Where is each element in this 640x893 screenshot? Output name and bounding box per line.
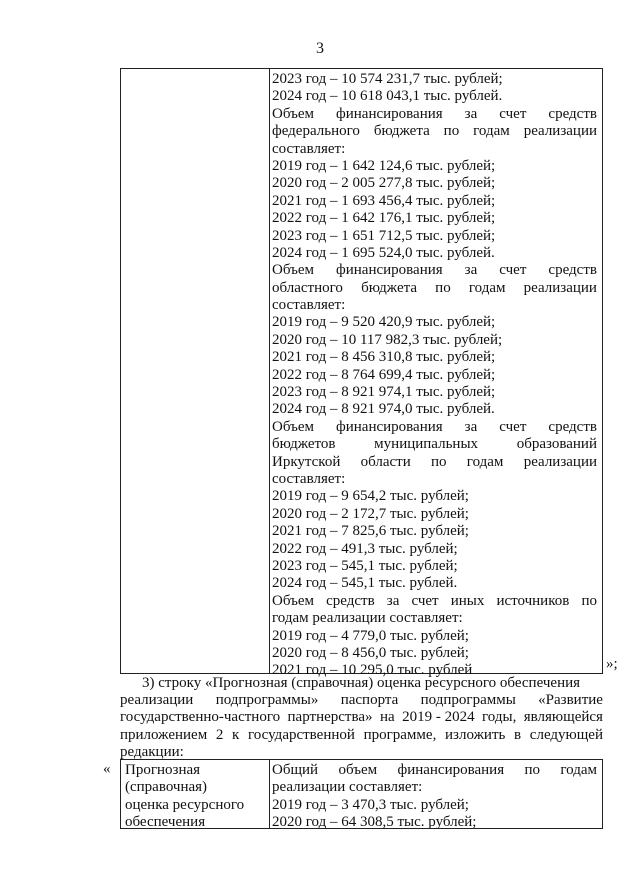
word: за <box>464 418 478 435</box>
text-line: 2020 год – 2 005 277,8 тыс. рублей; <box>272 175 496 192</box>
word: за <box>464 105 478 122</box>
text-line: Прогнозная <box>125 762 201 778</box>
word: по <box>524 762 540 778</box>
word: источников <box>496 592 570 609</box>
word: образований <box>516 436 597 453</box>
word: Объем <box>272 262 314 279</box>
financing-cell <box>272 71 597 680</box>
word: финансирования <box>336 105 443 122</box>
word: годам <box>560 762 597 778</box>
word: иных <box>450 592 485 609</box>
word: подпрограммы» <box>215 692 319 709</box>
word: за <box>386 592 400 609</box>
word: финансирования <box>336 418 443 435</box>
text-line: 2023 год – 545,1 тыс. рублей; <box>272 557 458 574</box>
word: объем <box>338 762 378 778</box>
word: программе, <box>363 726 437 743</box>
word: за <box>464 262 478 279</box>
column-divider <box>269 69 270 673</box>
text-line <box>272 454 597 471</box>
text-line: составляет: <box>272 297 346 314</box>
text-line: редакции: <box>120 743 184 760</box>
page-number: 3 <box>316 40 324 57</box>
word: реализации <box>120 692 194 709</box>
word: годам <box>473 123 510 140</box>
text-line <box>272 262 597 279</box>
word: бюджета <box>361 279 418 296</box>
word: муниципальных <box>374 436 479 453</box>
word: средств <box>548 418 597 435</box>
word: средств <box>548 105 597 122</box>
text-line <box>272 419 597 436</box>
word: средств <box>548 262 597 279</box>
word: счет <box>411 592 439 609</box>
text-line: 2020 год – 10 117 982,3 тыс. рублей; <box>272 331 503 348</box>
table-bottom-border <box>120 828 603 829</box>
amendment-paragraph <box>120 675 603 761</box>
text-line: 2023 год – 8 921 974,1 тыс. рублей; <box>272 384 496 401</box>
word: Объем <box>272 592 314 609</box>
text-line: 2021 год – 7 825,6 тыс. рублей; <box>272 523 469 540</box>
word: финансирования <box>397 762 505 778</box>
text-line: 2020 год – 64 308,5 тыс. рублей; <box>272 814 477 831</box>
text-line: обеспечения <box>125 814 206 831</box>
text-line: составляет: <box>272 470 346 487</box>
word: в <box>514 726 522 743</box>
word: 2019 - 2024 <box>402 709 475 726</box>
word: к <box>232 726 240 743</box>
text-line: 2022 год – 491,3 тыс. рублей; <box>272 540 458 557</box>
text-line: годам реализации составляет: <box>272 610 463 627</box>
text-line: 2021 год – 8 456 310,8 тыс. рублей; <box>272 349 496 366</box>
word: государственной <box>248 726 355 743</box>
text-line: 2023 год – 1 651 712,5 тыс. рублей; <box>272 227 496 244</box>
word: федерального <box>272 123 360 140</box>
word: реализации <box>523 453 597 470</box>
word: реализации <box>523 279 597 296</box>
word: бюджетов <box>272 436 336 453</box>
text-line <box>272 762 597 779</box>
text-line: 2019 год – 3 470,3 тыс. рублей; <box>272 796 469 813</box>
text-line: 2023 год – 10 574 231,7 тыс. рублей; <box>272 71 503 87</box>
text-line: 2019 год – 1 642 124,6 тыс. рублей; <box>272 157 496 174</box>
text-line <box>272 123 597 140</box>
financing-table <box>120 68 603 679</box>
financing-cell <box>272 762 597 832</box>
word: «Развитие <box>538 692 603 709</box>
word: счет <box>499 105 527 122</box>
word: средств <box>326 592 375 609</box>
text-line: 2024 год – 8 921 974,0 тыс. рублей. <box>272 401 495 418</box>
word: Объем <box>272 105 314 122</box>
word: по <box>435 279 451 296</box>
word: счет <box>499 262 527 279</box>
column-divider <box>269 760 270 829</box>
word: приложением <box>120 726 208 743</box>
word: реализации <box>523 123 597 140</box>
text-line: 2024 год – 1 695 524,0 тыс. рублей. <box>272 244 495 261</box>
word: партнерства» <box>287 709 373 726</box>
word: государственно-частного <box>120 709 281 726</box>
text-line: 2021 год – 10 295,0 тыс. рублей <box>272 662 473 679</box>
closing-quote: »; <box>606 656 618 672</box>
word: по <box>581 592 597 609</box>
text-line <box>120 692 603 709</box>
word: подпрограммы <box>420 692 516 709</box>
word: паспорта <box>340 692 399 709</box>
opening-quote: « <box>103 761 111 777</box>
text-line: 2022 год – 8 764 699,4 тыс. рублей; <box>272 366 496 383</box>
word: Общий <box>272 762 319 778</box>
word: по <box>443 123 460 140</box>
word: следующей <box>529 726 603 743</box>
text-line: оценка ресурсного <box>125 796 245 813</box>
text-line <box>272 593 597 610</box>
text-line <box>120 709 603 726</box>
word: изложить <box>445 726 506 743</box>
text-line: 2020 год – 2 172,7 тыс. рублей; <box>272 505 469 522</box>
word: Иркутской <box>272 453 341 470</box>
word: счет <box>499 418 527 435</box>
word: бюджета <box>373 123 430 140</box>
text-line: 2019 год – 4 779,0 тыс. рублей; <box>272 627 469 644</box>
text-line: 2024 год – 545,1 тыс. рублей. <box>272 575 458 592</box>
word: годам <box>466 453 504 470</box>
word: годам <box>468 279 506 296</box>
text-line <box>120 727 603 744</box>
row-header-cell <box>125 762 265 832</box>
word: областного <box>272 279 343 296</box>
text-line: 2022 год – 1 642 176,1 тыс. рублей; <box>272 210 496 227</box>
text-line: 2019 год – 9 520 420,9 тыс. рублей; <box>272 314 496 331</box>
subprogram-table <box>120 759 603 829</box>
text-line: 2019 год – 9 654,2 тыс. рублей; <box>272 488 469 505</box>
word: годы, <box>482 709 517 726</box>
text-line: 2020 год – 8 456,0 тыс. рублей; <box>272 644 469 661</box>
word: на <box>379 709 395 726</box>
text-line: реализации составляет: <box>272 779 423 796</box>
text-line: (справочная) <box>125 779 208 796</box>
text-line: составляет: <box>272 140 346 157</box>
word: финансирования <box>336 262 443 279</box>
word: по <box>431 453 447 470</box>
word: Объем <box>272 418 314 435</box>
text-line: 2021 год – 1 693 456,4 тыс. рублей; <box>272 192 496 209</box>
text-line <box>272 436 597 453</box>
word: 2 <box>215 726 224 743</box>
text-line: 3) строку «Прогнозная (справочная) оценка ресурсного обеспечения <box>142 675 581 691</box>
text-line <box>272 280 597 297</box>
word: области <box>360 453 411 470</box>
text-line: 2024 год – 10 618 043,1 тыс. рублей. <box>272 88 503 105</box>
text-line <box>272 106 597 123</box>
word: являющейся <box>523 709 603 726</box>
